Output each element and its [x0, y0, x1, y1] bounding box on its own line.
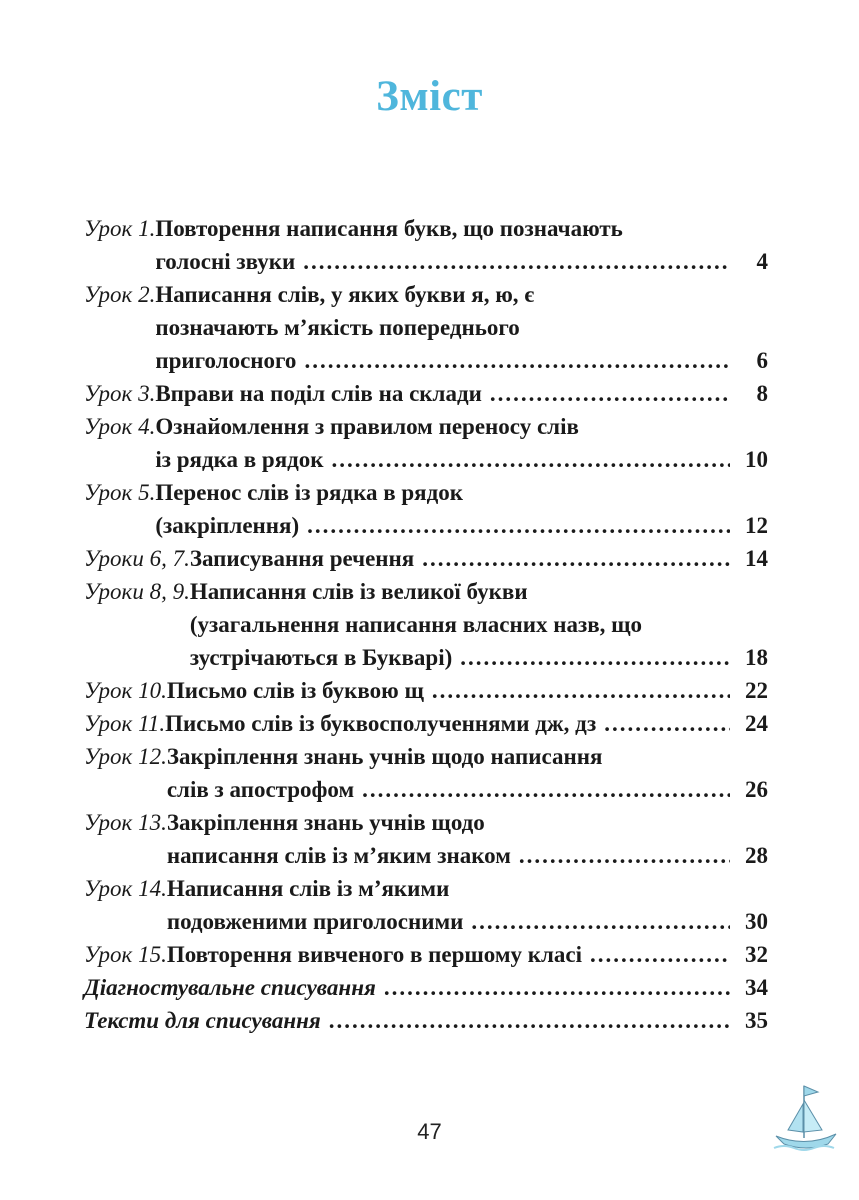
- toc-entry-label: Урок 12.: [84, 744, 167, 769]
- toc-page-number: 32: [745, 942, 768, 967]
- toc-entry-line: подовженими приголосними: [166, 909, 464, 934]
- toc-entry-label: Уроки 8, 9.: [84, 579, 190, 604]
- toc-page-number: 34: [745, 975, 768, 1000]
- toc-page-number: 6: [756, 348, 768, 373]
- toc-entry: [84, 410, 768, 476]
- toc-entry-line: Письмо слів із буквою щ: [166, 678, 424, 703]
- toc-entry: [84, 674, 768, 707]
- toc-entry-full: [84, 1004, 768, 1037]
- leader-dots: [460, 641, 730, 674]
- page-title: Зміст: [376, 73, 483, 120]
- toc-entry-line: Повторення написання букв, що позначають: [155, 216, 623, 241]
- toc-entry-line: (закріплення): [155, 513, 300, 538]
- toc-entry-label: Урок 5.: [84, 480, 156, 505]
- toc-entry-label: Діагностувальне списування: [84, 975, 376, 1000]
- page-number: 47: [417, 1119, 442, 1144]
- toc-entry-label: Урок 1.: [84, 216, 156, 241]
- toc-page-number: 8: [756, 381, 768, 406]
- toc-page-number: 22: [745, 678, 768, 703]
- toc-entry-line: зустрічаються в Букварі): [189, 645, 453, 670]
- toc-entry-line: слів з апострофом: [166, 777, 355, 802]
- toc-entry-label: Урок 14.: [84, 876, 167, 901]
- leader-dots: [332, 443, 730, 476]
- toc-entry: [84, 542, 768, 575]
- toc-page-number: 12: [745, 513, 768, 538]
- toc-entry-label: Урок 13.: [84, 810, 167, 835]
- leader-dots: [519, 839, 730, 872]
- toc-page-number: 26: [745, 777, 768, 802]
- toc-entry-label: Урок 2.: [84, 282, 156, 307]
- toc-entry: [84, 806, 768, 872]
- toc-page-number: 4: [756, 249, 768, 274]
- toc-entry: [84, 740, 768, 806]
- leader-dots: [432, 674, 730, 707]
- toc-entry-line: позначають м’якість попереднього: [155, 315, 520, 340]
- leader-dots: [384, 971, 730, 1004]
- leader-dots: [329, 1004, 730, 1037]
- toc-entry-label: Уроки 6, 7.: [84, 546, 190, 571]
- toc-entry: [84, 707, 768, 740]
- toc-entry: [84, 938, 768, 971]
- toc-page-number: 30: [745, 909, 768, 934]
- toc-page-number: 35: [745, 1008, 768, 1033]
- toc-entry: [84, 212, 768, 278]
- toc-entry-line: написання слів із м’яким знаком: [166, 843, 511, 868]
- toc-entry-line: Закріплення знань учнів щодо: [166, 810, 485, 835]
- toc-entry-label: Урок 15.: [84, 942, 167, 967]
- toc-entry-line: із рядка в рядок: [155, 447, 324, 472]
- toc-entry-line: Ознайомлення з правилом переносу слів: [155, 414, 579, 439]
- sailboat-icon: [770, 1078, 840, 1158]
- leader-dots: [490, 377, 730, 410]
- toc-entry-line: приголосного: [155, 348, 297, 373]
- toc-page-number: 18: [745, 645, 768, 670]
- toc-entry-line: Перенос слів із рядка в рядок: [155, 480, 464, 505]
- toc-entry-line: Написання слів із великої букви: [189, 579, 528, 604]
- toc-page-number: 14: [745, 546, 768, 571]
- toc-entry-line: Закріплення знань учнів щодо написання: [166, 744, 603, 769]
- toc-entry: [84, 575, 768, 674]
- leader-dots: [422, 542, 730, 575]
- toc-entry-label: Тексти для списування: [84, 1008, 321, 1033]
- toc-entry-line: Написання слів, у яких букви я, ю, є: [155, 282, 535, 307]
- toc-entry-line: Записування речення: [189, 546, 415, 571]
- leader-dots: [362, 773, 730, 806]
- toc-page-number: 10: [745, 447, 768, 472]
- toc-entry-full: [84, 971, 768, 1004]
- toc-entry: [84, 377, 768, 410]
- toc-entry-line: Написання слів із м’якими: [166, 876, 450, 901]
- toc-entry-label: Урок 11.: [84, 711, 166, 736]
- toc-entry-line: (узагальнення написання власних назв, що: [189, 612, 643, 637]
- leader-dots: [604, 707, 730, 740]
- toc-entry-line: Повторення вивченого в першому класі: [166, 942, 583, 967]
- toc-page-number: 24: [745, 711, 768, 736]
- toc-entry-label: Урок 10.: [84, 678, 167, 703]
- toc-entry-line: голосні звуки: [155, 249, 296, 274]
- leader-dots: [304, 344, 730, 377]
- toc-entry-label: Урок 4.: [84, 414, 156, 439]
- toc-entry: [84, 476, 768, 542]
- toc-page-number: 28: [745, 843, 768, 868]
- toc-entry-line: Письмо слів із буквосполученнями дж, дз: [165, 711, 597, 736]
- leader-dots: [307, 509, 730, 542]
- toc-entry-label: Урок 3.: [84, 381, 156, 406]
- toc-entry: [84, 872, 768, 938]
- leader-dots: [590, 938, 730, 971]
- table-of-contents: [84, 212, 768, 1037]
- leader-dots: [303, 245, 730, 278]
- leader-dots: [471, 905, 730, 938]
- toc-entry-line: Вправи на поділ слів на склади: [155, 381, 482, 406]
- toc-entry: [84, 278, 768, 377]
